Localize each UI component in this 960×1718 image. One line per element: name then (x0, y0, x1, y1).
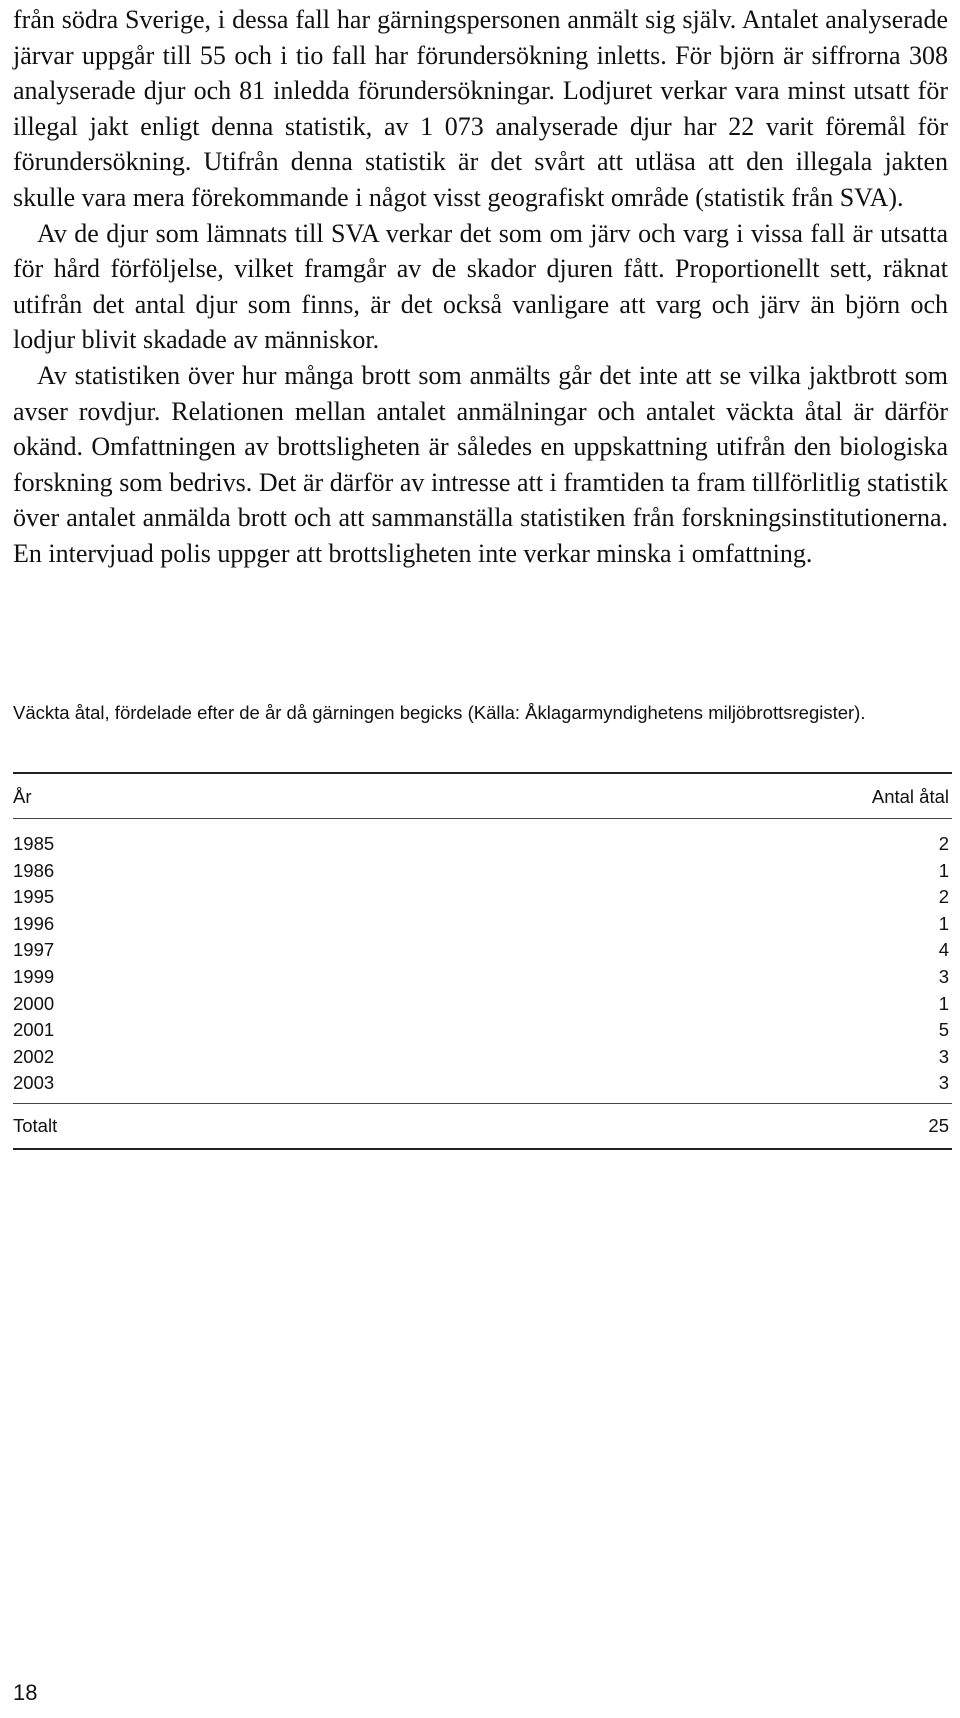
table-row (13, 1070, 952, 1097)
column-header-year: År (13, 786, 32, 807)
table-row (13, 884, 952, 911)
table-row (13, 964, 952, 991)
cell-year: 2003 (13, 1072, 55, 1094)
total-value: 25 (928, 1114, 949, 1136)
table-row (13, 1017, 952, 1044)
table-body (13, 819, 952, 1103)
cell-count: 3 (938, 1045, 949, 1067)
paragraph: Av de djur som lämnats till SVA verkar det som om järv och varg i vissa fall är utsatta för hård förföljelse, vilket framgår av de skador djuren fått. Proportionellt sett, räknat utifrån det antal djur som finns, är det också vanligare att varg och järv än björn och lodjur blivit skadade av människor. (13, 218, 948, 355)
table-row (13, 991, 952, 1018)
page-number: 18 (13, 1680, 38, 1705)
table-caption: Väckta åtal, fördelade efter de år då gärningen begicks (Källa: Åklagarmyndighetens miljöbrottsregister). (13, 702, 866, 723)
cell-year: 1985 (13, 833, 55, 854)
cell-year: 2002 (13, 1045, 55, 1067)
cell-year: 2000 (13, 992, 55, 1014)
total-label: Totalt (13, 1114, 58, 1136)
paragraph: Av statistiken över hur många brott som anmälts går det inte att se vilka jaktbrott som avser rovdjur. Relationen mellan antalet anmälningar och antalet väckta åtal är därför okänd. Omfattningen av brottsligheten är således en uppskattning utifrån den biologiska forskning som bedrivs. Det är därför av intresse att i framtiden ta fram tillförlitlig statistik över antalet anmälda brott och att sammanställa statistiken från forskningsinstitutionerna. En intervjuad polis uppger att brottsligheten inte verkar minska i omfattning. (13, 360, 948, 568)
cell-count: 2 (938, 833, 949, 854)
indictments-table (13, 772, 952, 1150)
cell-count: 3 (938, 965, 949, 987)
table-bottom-rule (13, 1148, 952, 1150)
cell-year: 1995 (13, 886, 55, 908)
cell-count: 1 (938, 992, 949, 1014)
cell-count: 4 (938, 939, 949, 961)
cell-count: 2 (938, 886, 949, 908)
cell-count: 1 (938, 859, 949, 881)
column-header-count: Antal åtal (871, 786, 949, 807)
table-row (13, 858, 952, 885)
cell-count: 3 (938, 1072, 949, 1094)
table-header (13, 774, 952, 818)
table-row (13, 831, 952, 858)
cell-year: 1986 (13, 859, 55, 881)
cell-year: 1999 (13, 965, 55, 987)
table-row (13, 911, 952, 938)
body-text (13, 2, 948, 572)
paragraph: från södra Sverige, i dessa fall har gärningspersonen anmält sig själv. Antalet analyserade järvar uppgår till 55 och i tio fall har förundersökning inletts. För björn är siffrorna 308 analyserade djur och 81 inledda förundersökningar. Lodjuret verkar vara minst utsatt för illegal jakt enligt denna statistik, av 1 073 analyserade djur har 22 varit föremål för förundersökning. Utifrån denna statistik är det svårt att utläsa att den illegala jakten skulle vara mera förekommande i något visst geografiskt område (statistik från SVA). (13, 5, 948, 212)
table-row (13, 1044, 952, 1071)
cell-year: 1996 (13, 912, 55, 934)
cell-year: 2001 (13, 1019, 55, 1041)
table-total-row (13, 1104, 952, 1148)
table-row (13, 937, 952, 964)
cell-count: 1 (938, 912, 949, 934)
cell-year: 1997 (13, 939, 55, 961)
cell-count: 5 (938, 1019, 949, 1041)
